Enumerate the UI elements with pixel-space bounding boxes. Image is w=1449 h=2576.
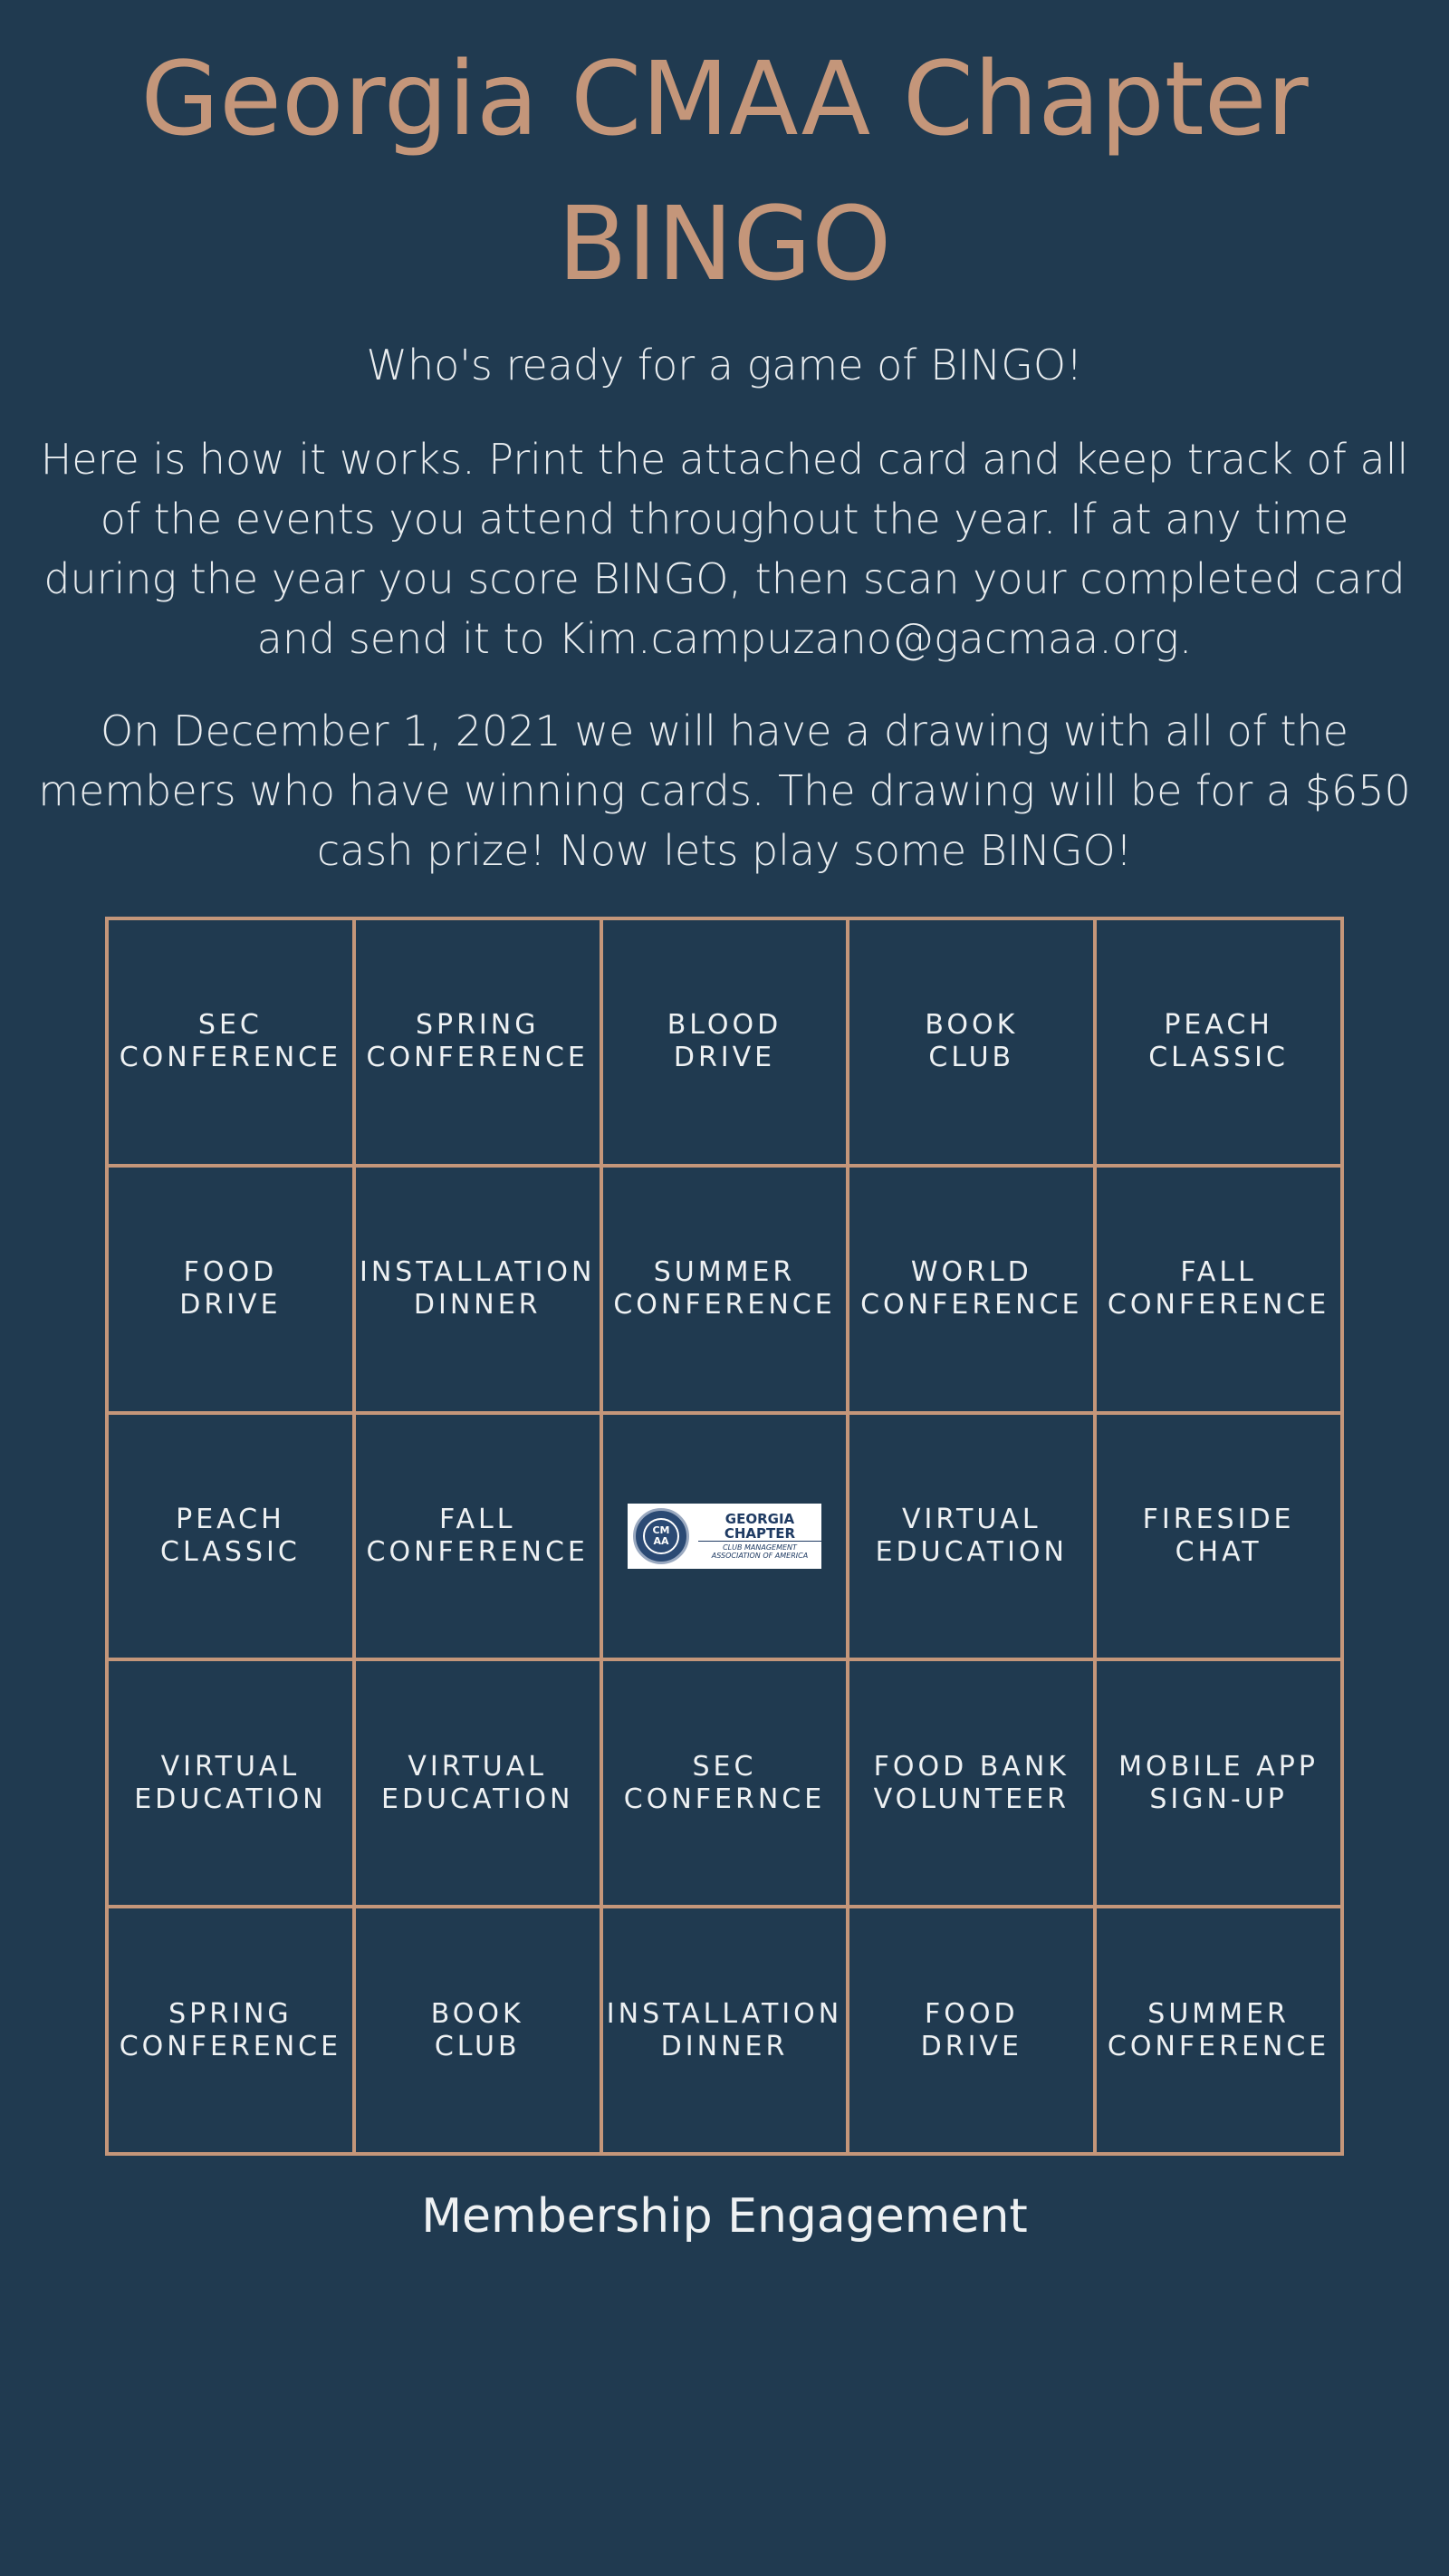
cell-label: WORLD CONFERENCE — [860, 1256, 1083, 1322]
bingo-cell — [1095, 1907, 1342, 2154]
cell-label: FALL CONFERENCE — [366, 1503, 589, 1568]
cmaa-logo — [628, 1504, 821, 1569]
intro-heading: Who's ready for a game of BINGO! — [366, 341, 1083, 389]
cell-label: INSTALLATION DINNER — [606, 1997, 843, 2062]
cell-label: FIRESIDE CHAT — [1142, 1503, 1295, 1568]
cell-label: VIRTUAL EDUCATION — [875, 1503, 1068, 1568]
cell-label: PEACH CLASSIC — [160, 1503, 301, 1568]
page-title: Georgia CMAA Chapter BINGO — [140, 41, 1309, 303]
cell-label: SUMMER CONFERENCE — [613, 1256, 836, 1322]
cell-label: VIRTUAL EDUCATION — [381, 1750, 574, 1815]
cell-label: SPRING CONFERENCE — [119, 1997, 342, 2062]
instructions-paragraph: Here is how it works. Print the attached card and keep track of all of the events you attend throughout the year. If at any time during the year you score BINGO, then scan your completed card and send it to Kim.campuzano@gacmaa.org. — [40, 435, 1409, 663]
bingo-cell — [601, 1659, 849, 1907]
bingo-cell — [848, 1659, 1095, 1907]
cell-label: BOOK CLUB — [430, 1997, 524, 2062]
cell-label: SEC CONFERENCE — [119, 1009, 342, 1074]
cell-label: PEACH CLASSIC — [1148, 1009, 1289, 1074]
logo-wordmark — [698, 1512, 821, 1560]
cell-label: FOOD DRIVE — [920, 1997, 1022, 2062]
cell-label: FOOD BANK VOLUNTEER — [873, 1750, 1070, 1815]
cell-label: FALL CONFERENCE — [1107, 1256, 1330, 1322]
bingo-cell — [1095, 1413, 1342, 1660]
bingo-cell — [107, 1166, 354, 1413]
bingo-cell — [601, 1166, 849, 1413]
footer-caption: Membership Engagement — [421, 2189, 1028, 2244]
cell-label: SEC CONFERNCE — [623, 1750, 826, 1815]
cell-label: SPRING CONFERENCE — [366, 1009, 589, 1074]
cell-label: MOBILE APP SIGN-UP — [1118, 1750, 1319, 1815]
free-space-cell — [601, 1413, 849, 1660]
logo-line-chapter: CHAPTER — [698, 1526, 821, 1542]
drawing-paragraph: On December 1, 2021 we will have a drawing with all of the members who have winning cards. The drawing will be for a $650 cash prize! Now lets play some BINGO! — [38, 706, 1411, 875]
seal-text: CM AA — [643, 1518, 679, 1554]
bingo-cell — [354, 918, 601, 1166]
bingo-cell — [1095, 1166, 1342, 1413]
cell-label: INSTALLATION DINNER — [360, 1256, 596, 1322]
bingo-cell — [107, 918, 354, 1166]
bingo-cell — [848, 1907, 1095, 2154]
bingo-cell — [848, 918, 1095, 1166]
bingo-cell — [354, 1907, 601, 2154]
cell-label: VIRTUAL EDUCATION — [134, 1750, 327, 1815]
cmaa-seal-icon — [633, 1508, 689, 1564]
bingo-cell — [107, 1413, 354, 1660]
bingo-cell — [107, 1907, 354, 2154]
bingo-cell — [354, 1166, 601, 1413]
bingo-card — [105, 917, 1344, 2156]
bingo-cell — [848, 1166, 1095, 1413]
logo-line-georgia: GEORGIA — [724, 1511, 795, 1528]
cell-label: BLOOD DRIVE — [667, 1009, 782, 1074]
bingo-cell — [354, 1413, 601, 1660]
bingo-cell — [848, 1413, 1095, 1660]
bingo-cell — [1095, 1659, 1342, 1907]
logo-line-association: CLUB MANAGEMENT ASSOCIATION OF AMERICA — [711, 1543, 809, 1561]
bingo-cell — [601, 918, 849, 1166]
cell-label: BOOK CLUB — [925, 1009, 1019, 1074]
bingo-cell — [601, 1907, 849, 2154]
cell-label: SUMMER CONFERENCE — [1107, 1997, 1330, 2062]
cell-label: FOOD DRIVE — [179, 1256, 282, 1322]
bingo-cell — [354, 1659, 601, 1907]
bingo-cell — [1095, 918, 1342, 1166]
bingo-cell — [107, 1659, 354, 1907]
